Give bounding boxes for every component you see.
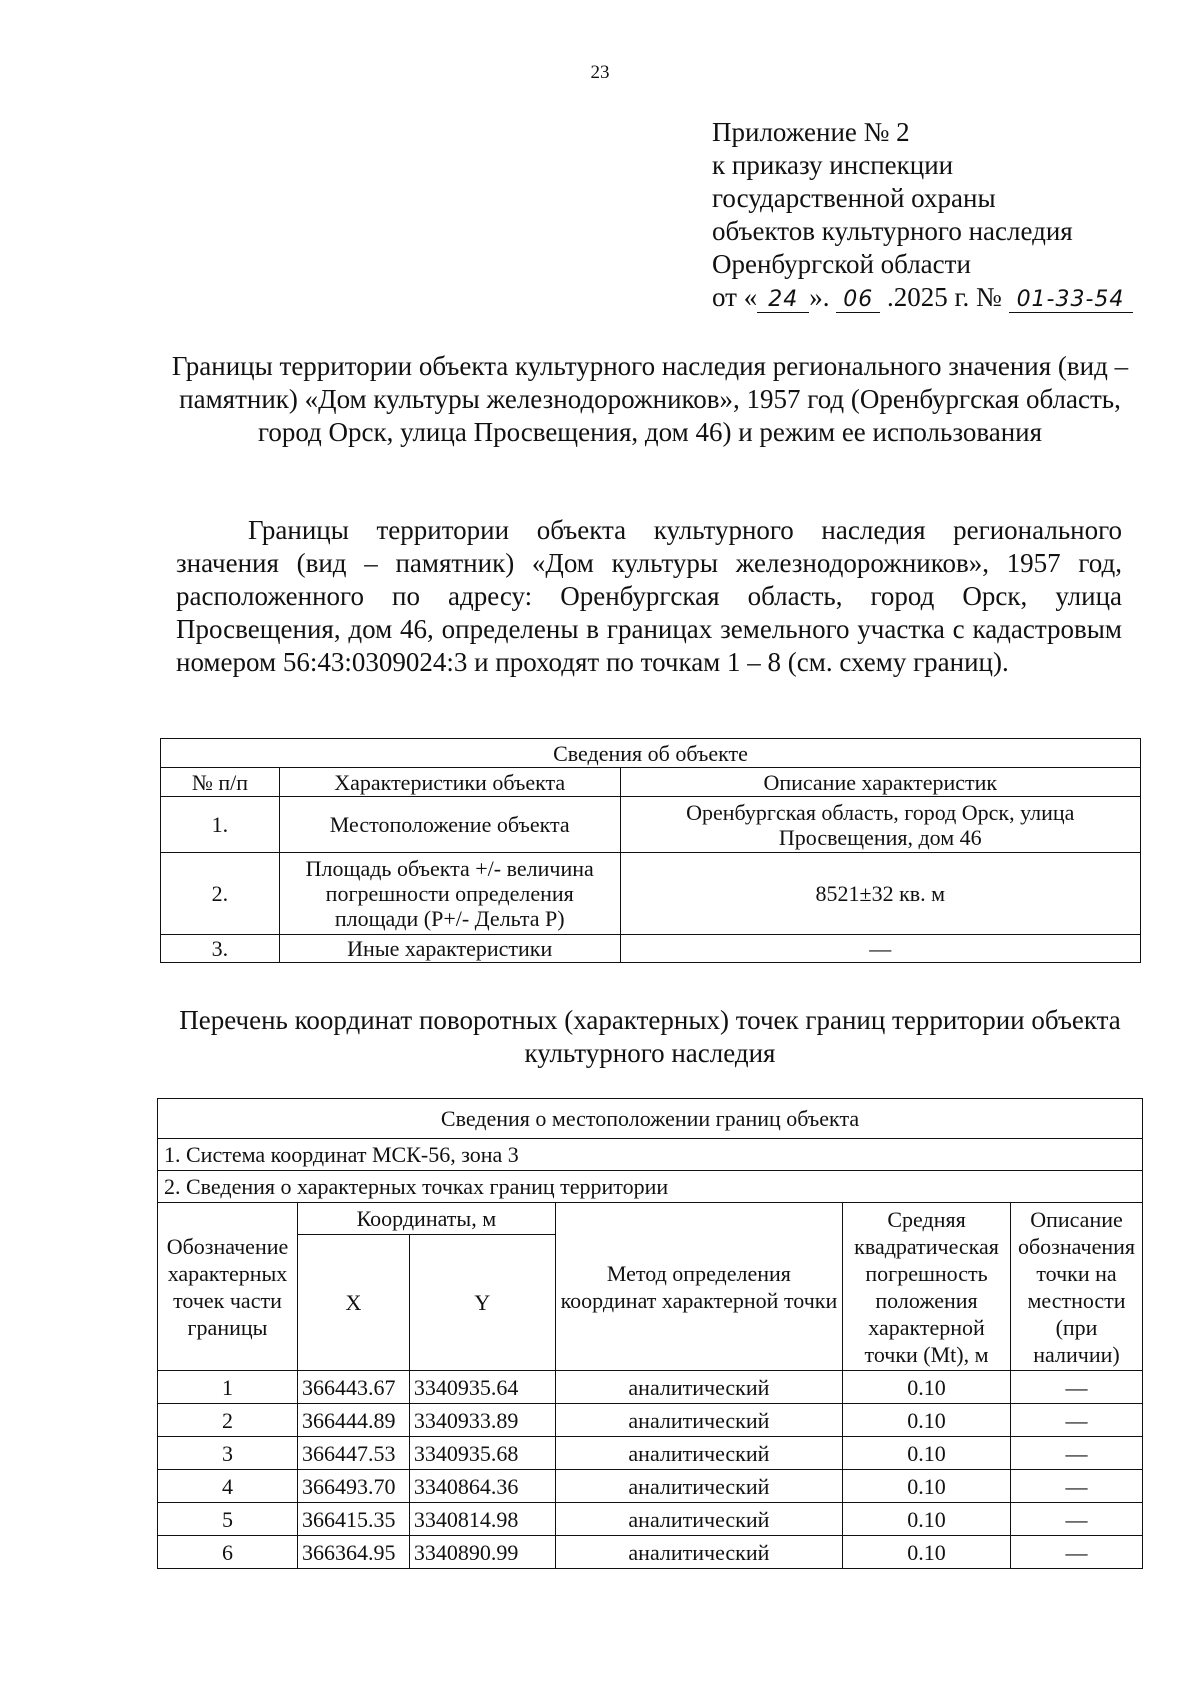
table-row <box>158 1470 1143 1503</box>
description: — <box>1011 1503 1143 1536</box>
method: аналитический <box>555 1404 842 1437</box>
method: аналитический <box>555 1437 842 1470</box>
error: 0.10 <box>843 1371 1011 1404</box>
table-row <box>158 1536 1143 1569</box>
coord-y: 3340935.68 <box>409 1437 555 1470</box>
point-id: 5 <box>158 1503 298 1536</box>
object-table-header: Характеристики объекта <box>279 768 620 797</box>
coord-x: 366364.95 <box>297 1536 409 1569</box>
header-method: Метод определения координат характерной точки <box>555 1203 842 1371</box>
method: аналитический <box>555 1536 842 1569</box>
header-error: Средняя квадратическая погрешность положения характерной точки (Mt), м <box>843 1203 1011 1371</box>
appendix-line: Приложение № 2 <box>712 117 910 147</box>
row-characteristic: Площадь объекта +/- величина погрешности определения площади (Р+/- Дельта Р) <box>279 853 620 935</box>
description: — <box>1011 1404 1143 1437</box>
error: 0.10 <box>843 1536 1011 1569</box>
date-mid: ». <box>809 282 837 312</box>
description: — <box>1011 1470 1143 1503</box>
appendix-line: государственной охраны <box>712 183 996 213</box>
row-description: — <box>620 935 1140 963</box>
appendix-date-line <box>712 281 1133 314</box>
object-table-caption: Сведения об объекте <box>161 739 1141 768</box>
coordinates-title: Перечень координат поворотных (характерных) точек границ территории объекта культурного наследия <box>179 1005 1121 1068</box>
error: 0.10 <box>843 1470 1011 1503</box>
coord-x: 366444.89 <box>297 1404 409 1437</box>
coord-x: 366447.53 <box>297 1437 409 1470</box>
table-row <box>158 1371 1143 1404</box>
coord-y: 3340935.64 <box>409 1371 555 1404</box>
point-id: 2 <box>158 1404 298 1437</box>
coord-y: 3340814.98 <box>409 1503 555 1536</box>
method: аналитический <box>555 1371 842 1404</box>
row-description: Оренбургская область, город Орск, улица Просвещения, дом 46 <box>620 797 1140 853</box>
row-number: 3. <box>161 935 280 963</box>
coord-x: 366443.67 <box>297 1371 409 1404</box>
date-prefix: от « <box>712 282 758 312</box>
table-row <box>161 853 1141 935</box>
coordinate-system: 1. Система координат МСК-56, зона 3 <box>158 1139 1143 1171</box>
appendix-line: объектов культурного наследия <box>712 216 1073 246</box>
boundary-paragraph: Границы территории объекта культурного наследия регионального значения (вид – памятник) «Дом культуры железнодорожников», 1957 год, расположенного по адресу: Оренбургская область, город Орск, улица Просвещения, дом 46, определены в границах земельного участка с кадастровым номером 56:43:0309024:3 и проходят по точкам 1 – 8 (см. схему границ). <box>176 515 1122 677</box>
row-characteristic: Иные характеристики <box>279 935 620 963</box>
object-table-header: № п/п <box>161 768 280 797</box>
table-row <box>158 1404 1143 1437</box>
appendix-line: Оренбургской области <box>712 249 971 279</box>
description: — <box>1011 1536 1143 1569</box>
object-info-table <box>160 738 1141 963</box>
coords-table-caption: Сведения о местоположении границ объекта <box>158 1099 1143 1139</box>
document-title: Границы территории объекта культурного наследия регионального значения (вид – памятник) «Дом культуры железнодорожников», 1957 год (Оренбургская область, город Орск, улица Просвещения, дом 46) и режим ее использования <box>171 351 1129 447</box>
coord-x: 366415.35 <box>297 1503 409 1536</box>
description: — <box>1011 1437 1143 1470</box>
row-number: 2. <box>161 853 280 935</box>
appendix-line: к приказу инспекции <box>712 150 954 180</box>
error: 0.10 <box>843 1437 1011 1470</box>
point-id: 6 <box>158 1536 298 1569</box>
handwritten-month: 06 <box>836 288 880 313</box>
header-y: Y <box>409 1235 555 1371</box>
row-description: 8521±32 кв. м <box>620 853 1140 935</box>
coordinates-table <box>157 1098 1143 1569</box>
handwritten-day: 24 <box>757 288 809 313</box>
row-number: 1. <box>161 797 280 853</box>
description: — <box>1011 1371 1143 1404</box>
method: аналитический <box>555 1503 842 1536</box>
table-row <box>161 935 1141 963</box>
page-number: 23 <box>590 62 610 83</box>
object-table-header: Описание характеристик <box>620 768 1140 797</box>
handwritten-order-number: 01-33-54 <box>1009 288 1133 313</box>
table-row <box>158 1503 1143 1536</box>
header-description: Описание обозначения точки на местности (при наличии) <box>1011 1203 1143 1371</box>
table-row <box>158 1437 1143 1470</box>
date-year: .2025 г. № <box>880 282 1009 312</box>
method: аналитический <box>555 1470 842 1503</box>
header-point-designation: Обозначение характерных точек части границы <box>158 1203 298 1371</box>
table-row <box>161 797 1141 853</box>
coord-y: 3340864.36 <box>409 1470 555 1503</box>
point-id: 3 <box>158 1437 298 1470</box>
error: 0.10 <box>843 1503 1011 1536</box>
coord-y: 3340890.99 <box>409 1536 555 1569</box>
row-characteristic: Местоположение объекта <box>279 797 620 853</box>
points-info: 2. Сведения о характерных точках границ территории <box>158 1171 1143 1203</box>
point-id: 1 <box>158 1371 298 1404</box>
error: 0.10 <box>843 1404 1011 1437</box>
appendix-header <box>712 116 1133 314</box>
header-coordinates: Координаты, м <box>297 1203 555 1235</box>
point-id: 4 <box>158 1470 298 1503</box>
coord-y: 3340933.89 <box>409 1404 555 1437</box>
header-x: X <box>297 1235 409 1371</box>
coord-x: 366493.70 <box>297 1470 409 1503</box>
